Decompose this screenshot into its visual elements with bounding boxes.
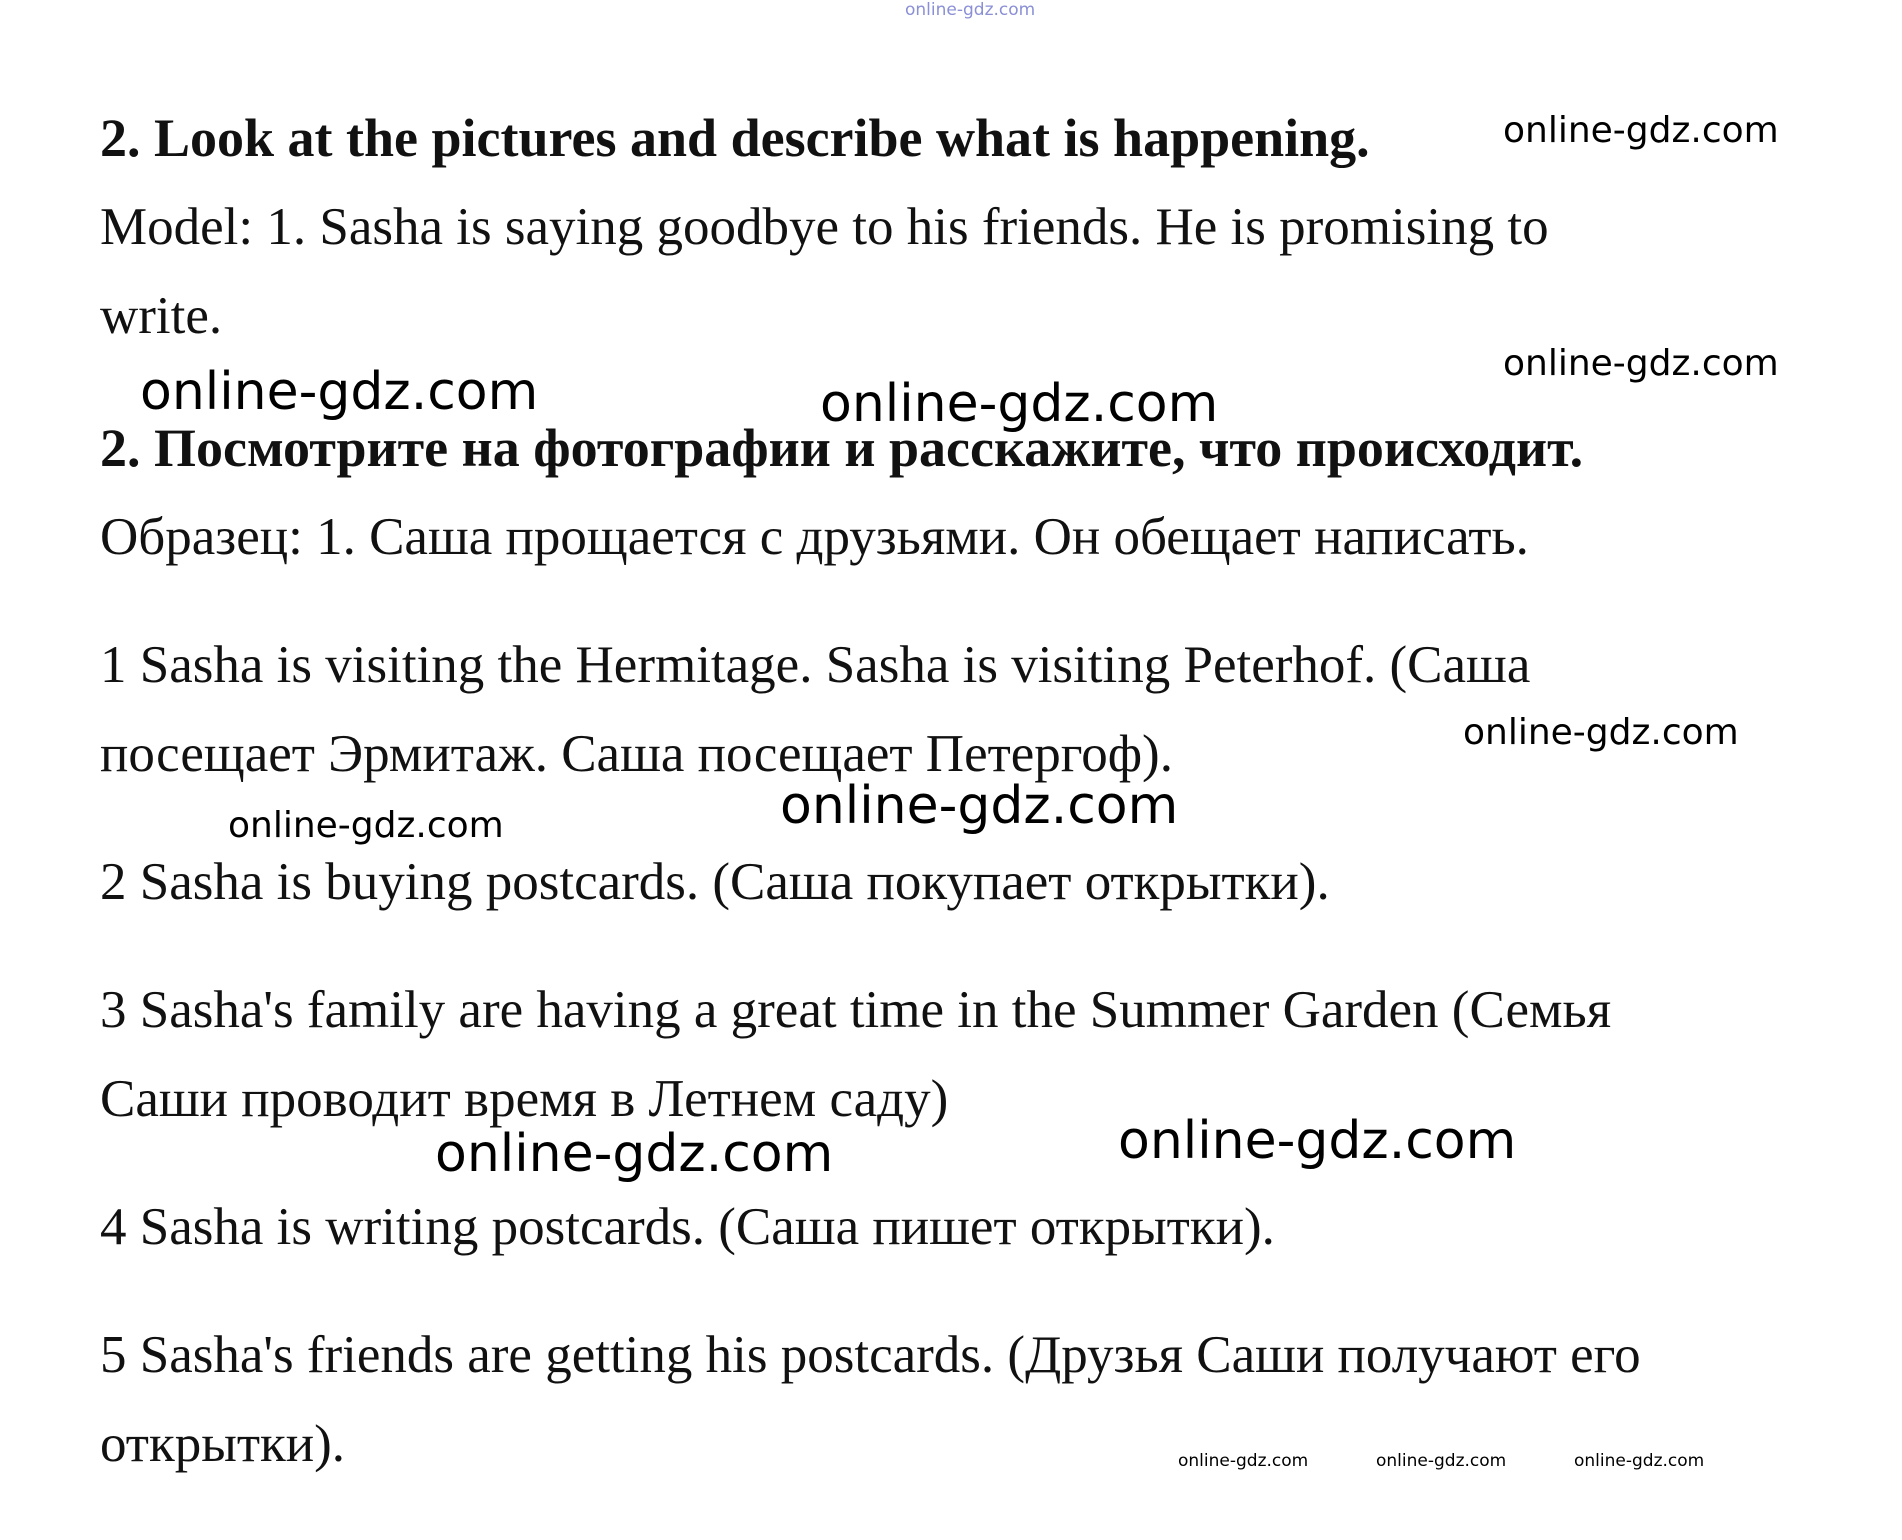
watermark: online-gdz.com (820, 374, 1219, 434)
answer-3-line1: 3 Sasha's family are having a great time in the Summer Garden (Семья (100, 981, 1612, 1039)
answer-5-line2: открытки). (100, 1415, 345, 1473)
watermark: online-gdz.com (435, 1124, 834, 1184)
watermark: online-gdz.com (1463, 712, 1739, 753)
answer-3-line2: Саши проводит время в Летнем саду) (100, 1070, 949, 1128)
model-text-english-line2: write. (100, 287, 223, 345)
exercise-heading-english: 2. Look at the pictures and describe what is happening. (100, 108, 1370, 168)
watermark: online-gdz.com (1178, 1451, 1309, 1471)
watermark: online-gdz.com (1118, 1111, 1517, 1171)
exercise-heading-russian: 2. Посмотрите на фотографии и расскажите, что происходит. (100, 418, 1584, 478)
answer-1-line2: посещает Эрмитаж. Саша посещает Петергоф). (100, 725, 1173, 783)
model-text-english-line1: Model: 1. Sasha is saying goodbye to his friends. He is promising to (100, 198, 1549, 256)
model-text-russian: Образец: 1. Саша прощается с друзьями. Он обещает написать. (100, 508, 1529, 566)
watermark: online-gdz.com (1574, 1451, 1705, 1471)
watermark: online-gdz.com (1503, 343, 1779, 384)
answer-2-line1: 2 Sasha is buying postcards. (Саша покупает открытки). (100, 853, 1330, 911)
answer-4-line1: 4 Sasha is writing postcards. (Саша пишет открытки). (100, 1198, 1275, 1256)
watermark: online-gdz.com (1503, 110, 1779, 151)
watermark: online-gdz.com (780, 776, 1179, 836)
answer-5-line1: 5 Sasha's friends are getting his postcards. (Друзья Саши получают его (100, 1326, 1641, 1384)
watermark: online-gdz.com (1376, 1451, 1507, 1471)
watermark-top: online-gdz.com (905, 0, 1036, 20)
watermark: online-gdz.com (228, 805, 504, 846)
watermark: online-gdz.com (140, 362, 539, 422)
answer-1-line1: 1 Sasha is visiting the Hermitage. Sasha is visiting Peterhof. (Саша (100, 636, 1531, 694)
